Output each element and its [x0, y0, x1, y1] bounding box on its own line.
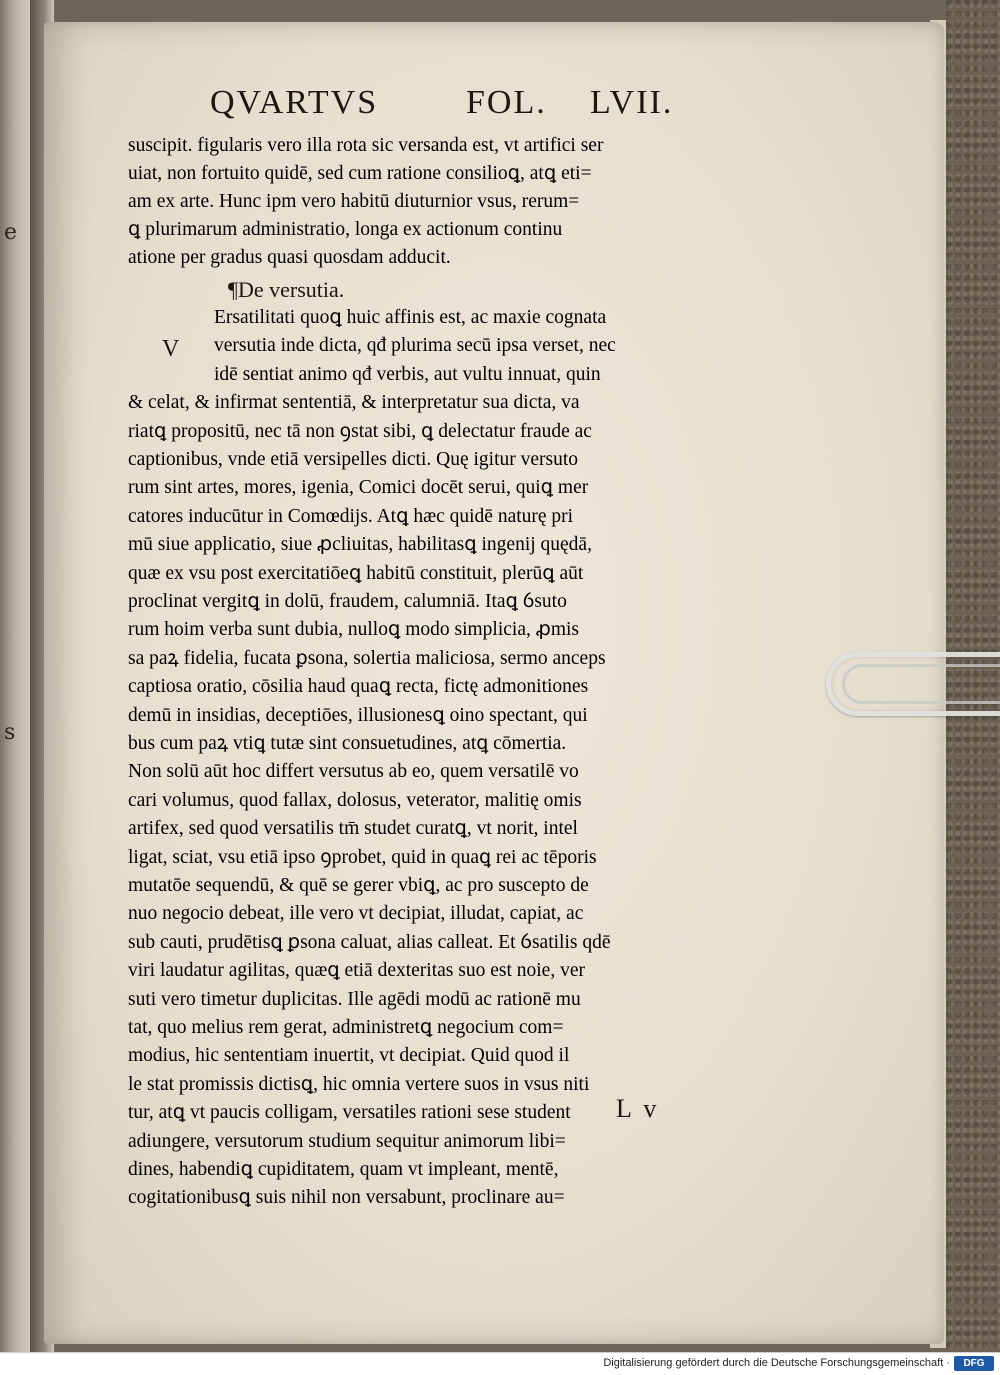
text-line: sa paꝝ fidelia, fucata ꝑsona, solertia maliciosa, sermo anceps: [128, 647, 606, 669]
text-line: idē sentiat animo qđ verbis, aut vultu innuat, quin: [214, 363, 601, 385]
text-line: cogitationibusꝗ suis nihil non versabunt, proclinare au=: [128, 1187, 565, 1209]
text-line: mū siue applicatio, siue ꝓcliuitas, habilitasꝗ ingenij quędā,: [128, 534, 592, 556]
text-line: uiat, non fortuito quidē, sed cum ratione consilioꝗ, atꝗ eti=: [128, 163, 592, 184]
text-line: tur, atꝗ vt paucis colligam, versatiles rationi sese student: [128, 1102, 571, 1124]
edge-glyph: e: [4, 220, 18, 245]
text-line: ligat, sciat, vsu etiā ipso ꝯprobet, quid in quaꝗ rei ac tēporis: [128, 846, 597, 868]
text-line: riatꝗ propositū, nec tā non ꝯstat sibi, ꝗ delectatur fraude ac: [128, 420, 592, 442]
text-line: tat, quo melius rem gerat, administretꝗ negocium com=: [128, 1017, 564, 1038]
text-line: mutatōe sequendū, & quē se gerer vbiꝗ, ac pro suscepto de: [128, 875, 589, 896]
text-line: captiosa oratio, cōsilia haud quaꝗ recta, fictę admonitiones: [128, 676, 589, 698]
text-line: adiungere, versutorum studium sequitur animorum libi=: [128, 1130, 566, 1152]
text-line: quæ ex vsu post exercitatiōeꝗ habitū constituit, plerūꝗ aūt: [128, 562, 584, 584]
text-line: bus cum paꝝ vtiꝗ tutæ sint consuetudines, atꝗ cōmertia.: [128, 733, 567, 754]
running-head-folio-label: FOL.: [466, 84, 547, 121]
dfg-logo: DFG: [954, 1356, 994, 1371]
text-line: suti vero timetur duplicitas. Ille agēdi modū ac rationē mu: [128, 988, 581, 1010]
footer-credit: Digitalisierung gefördert durch die Deutsche Forschungsgemeinschaft ·: [603, 1357, 950, 1369]
text-line: rum hoim verba sunt dubia, nulloꝗ modo simplicia, ꝓmis: [128, 619, 580, 641]
signature-mark: L v: [616, 1094, 660, 1123]
text-line: proclinat vergitꝗ in dolū, fraudem, calumniā. Itaꝗ ỽsuto: [128, 591, 567, 612]
text-line: le stat promissis dictisꝗ, hic omnia vertere suos in vsus niti: [128, 1073, 590, 1095]
text-line: nuo negocio debeat, ille vero vt decipiat, illudat, capiat, ac: [128, 903, 584, 925]
text-line: sub cauti, prudētisꝗ ꝑsona caluat, alias calleat. Et ỽsatilis qdē: [128, 931, 611, 953]
text-line: suscipit. figularis vero illa rota sic versanda est, vt artifici ser: [128, 135, 604, 156]
text-line: cari volumus, quod fallax, dolosus, veterator, malitię omis: [128, 789, 582, 811]
bookmark-clip-inner: [842, 664, 1000, 704]
text-line: dines, habendiꝗ cupiditatem, quam vt impleant, mentē,: [128, 1159, 559, 1180]
section-heading: ¶De versutia.: [228, 277, 345, 302]
text-line: catores inducūtur in Comœdijs. Atꝗ hæc quidē naturę pri: [128, 505, 574, 527]
footer-bar: [0, 1352, 1000, 1375]
running-head-folio-number: LVII.: [590, 84, 674, 121]
initial-letter: V: [162, 336, 180, 362]
text-line: rum sint artes, mores, igenia, Comici docēt serui, quiꝗ mer: [128, 477, 589, 499]
text-line: viri laudatur agilitas, quæꝗ etiā dexteritas suo est noie, ver: [128, 960, 585, 982]
text-line: Ersatilitati quoꝗ huic affinis est, ac maxie cognata: [214, 307, 607, 328]
running-head-title: QVARTVS: [210, 84, 379, 121]
text-line: Non solū aūt hoc differt versutus ab eo, quem versatilē vo: [128, 761, 579, 783]
text-line: am ex arte. Hunc ipm vero habitū diuturnior vsus, rerum=: [128, 191, 580, 212]
text-line: captionibus, vnde etiā versipelles dicti. Quę igitur versuto: [128, 449, 579, 470]
edge-glyph: s: [4, 720, 16, 745]
text-line: artifex, sed quod versatilis tm̄ studet curatꝗ, vt norit, intel: [128, 818, 578, 840]
text-line: versutia inde dicta, qđ plurima secū ipsa verset, nec: [214, 335, 616, 357]
text-line: modius, hic sententiam inuertit, vt decipiat. Quid quod il: [128, 1045, 570, 1067]
text-line: & celat, & infirmat sententiā, & interpretatur sua dicta, va: [128, 392, 580, 414]
text-line: ꝗ plurimarum administratio, longa ex actionum continu: [128, 219, 563, 240]
text-line: demū in insidias, deceptiōes, illusionesꝗ oino spectant, qui: [128, 704, 588, 726]
running-head: [210, 84, 690, 128]
text-line: atione per gradus quasi quosdam adducit.: [128, 247, 451, 268]
